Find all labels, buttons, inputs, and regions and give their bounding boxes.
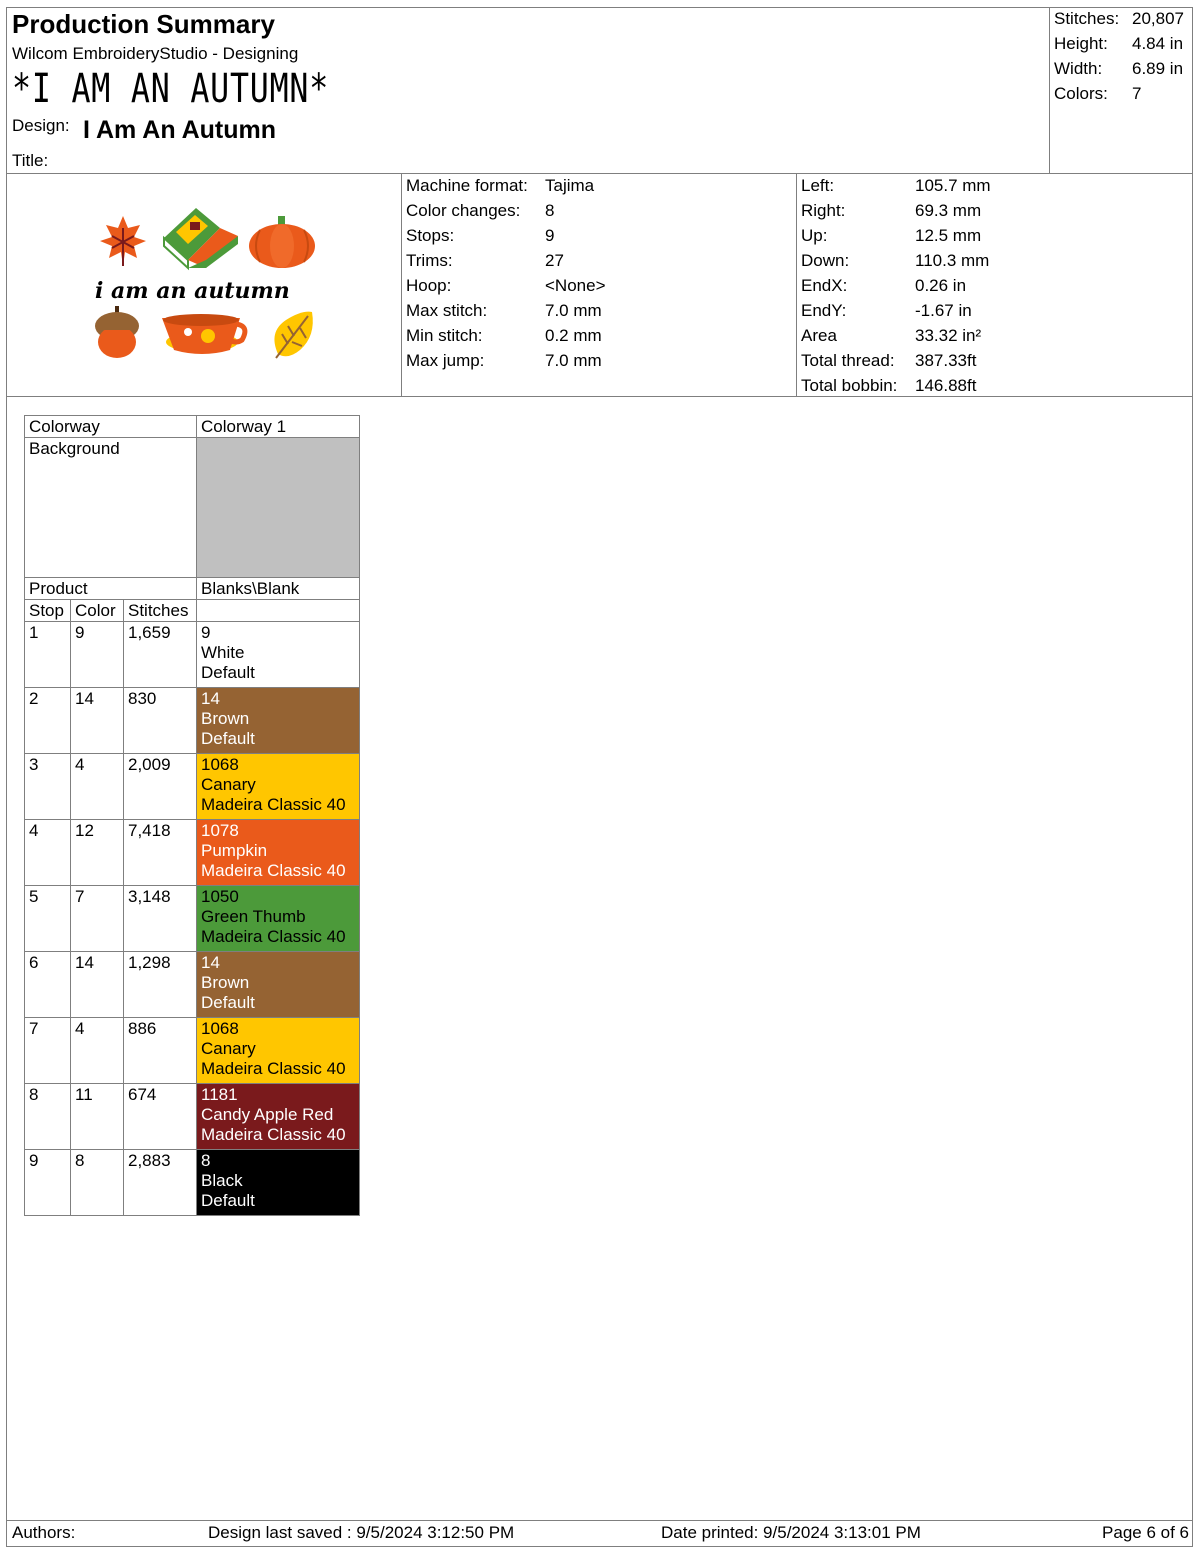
extent-field-label: Right: bbox=[801, 201, 846, 220]
thread-brand: Default bbox=[201, 1191, 255, 1210]
thread-stop: 9 bbox=[25, 1150, 71, 1216]
thread-row bbox=[25, 952, 360, 1018]
thread-swatch bbox=[197, 1018, 360, 1084]
books-icon bbox=[164, 208, 238, 268]
thread-row bbox=[25, 1084, 360, 1150]
machine-field-label: Color changes: bbox=[406, 201, 521, 220]
details-divider-1 bbox=[401, 174, 402, 397]
extent-field-value: 110.3 mm bbox=[915, 251, 990, 270]
thread-stitches: 830 bbox=[124, 688, 197, 754]
extent-field-label: Left: bbox=[801, 176, 835, 195]
software-name: Wilcom EmbroideryStudio - Designing bbox=[12, 44, 299, 63]
design-name-display: *I AM AN AUTUMN* bbox=[12, 66, 330, 112]
thread-color: 9 bbox=[71, 622, 124, 688]
thread-code: 8 bbox=[201, 1151, 211, 1170]
thread-swatch bbox=[197, 754, 360, 820]
stat-value: 4.84 in bbox=[1132, 34, 1184, 53]
thread-stop: 5 bbox=[25, 886, 71, 952]
thread-stitches: 3,148 bbox=[124, 886, 197, 952]
thread-swatch bbox=[197, 1084, 360, 1150]
thread-brand: Madeira Classic 40 bbox=[201, 861, 346, 880]
thread-row bbox=[25, 886, 360, 952]
design-preview bbox=[90, 208, 325, 368]
col-stitches-header: Stitches bbox=[124, 600, 197, 622]
thread-stop: 1 bbox=[25, 622, 71, 688]
thread-color: 11 bbox=[71, 1084, 124, 1150]
background-row bbox=[25, 438, 360, 578]
machine-field-value: Tajima bbox=[545, 176, 595, 195]
thread-color: 12 bbox=[71, 820, 124, 886]
thread-row bbox=[25, 622, 360, 688]
thread-brand: Default bbox=[201, 729, 255, 748]
machine-field-value: 8 bbox=[545, 201, 555, 220]
thread-name: Black bbox=[201, 1171, 243, 1190]
extent-field-label: EndY: bbox=[801, 301, 847, 320]
thread-stop: 6 bbox=[25, 952, 71, 1018]
machine-field-value: 0.2 mm bbox=[545, 326, 602, 345]
machine-field-value: 27 bbox=[545, 251, 564, 270]
thread-name: White bbox=[201, 643, 245, 662]
thread-brand: Madeira Classic 40 bbox=[201, 795, 346, 814]
thread-stitches: 7,418 bbox=[124, 820, 197, 886]
machine-field-value: 9 bbox=[545, 226, 555, 245]
preview-caption: i am an autumn bbox=[95, 278, 290, 304]
extent-field-label: Total thread: bbox=[801, 351, 895, 370]
thread-color: 14 bbox=[71, 952, 124, 1018]
pumpkin-icon bbox=[249, 216, 315, 268]
extent-field-value: 69.3 mm bbox=[915, 201, 982, 220]
extent-field-value: 0.26 in bbox=[915, 276, 967, 295]
extent-field-label: Total bobbin: bbox=[801, 376, 898, 395]
col-thread-header bbox=[197, 600, 360, 622]
product-row bbox=[25, 578, 360, 600]
extent-field-value: 12.5 mm bbox=[915, 226, 982, 245]
thread-name: Pumpkin bbox=[201, 841, 268, 860]
extent-field-value: 105.7 mm bbox=[915, 176, 991, 195]
thread-code: 1078 bbox=[201, 821, 239, 840]
footer-date-printed: Date printed: 9/5/2024 3:13:01 PM bbox=[661, 1523, 921, 1542]
thread-name: Canary bbox=[201, 775, 256, 794]
thread-brand: Madeira Classic 40 bbox=[201, 1059, 346, 1078]
stat-label: Colors: bbox=[1054, 84, 1108, 103]
thread-code: 1068 bbox=[201, 755, 239, 774]
thread-row bbox=[25, 1150, 360, 1216]
thread-stitches: 2,009 bbox=[124, 754, 197, 820]
thread-brand: Madeira Classic 40 bbox=[201, 1125, 346, 1144]
footer-last-saved: Design last saved : 9/5/2024 3:12:50 PM bbox=[208, 1523, 515, 1542]
stat-value: 20,807 bbox=[1132, 9, 1184, 28]
thread-color: 4 bbox=[71, 1018, 124, 1084]
machine-field-label: Min stitch: bbox=[406, 326, 483, 345]
stat-label: Width: bbox=[1054, 59, 1103, 78]
thread-color: 14 bbox=[71, 688, 124, 754]
thread-color: 8 bbox=[71, 1150, 124, 1216]
thread-code: 14 bbox=[201, 689, 220, 708]
extent-field-label: Area bbox=[801, 326, 837, 345]
thread-stitches: 674 bbox=[124, 1084, 197, 1150]
colorway-value: Colorway 1 bbox=[197, 416, 360, 438]
thread-code: 1068 bbox=[201, 1019, 239, 1038]
thread-stitches: 1,659 bbox=[124, 622, 197, 688]
thread-row bbox=[25, 1018, 360, 1084]
thread-brand: Default bbox=[201, 993, 255, 1012]
details-divider-2 bbox=[796, 174, 797, 397]
stat-value: 6.89 in bbox=[1132, 59, 1184, 78]
thread-color: 7 bbox=[71, 886, 124, 952]
page-title: Production Summary bbox=[12, 9, 275, 39]
thread-stop: 2 bbox=[25, 688, 71, 754]
thread-row bbox=[25, 754, 360, 820]
thread-stop: 8 bbox=[25, 1084, 71, 1150]
thread-swatch bbox=[197, 952, 360, 1018]
acorn-icon bbox=[95, 306, 139, 358]
machine-field-value: <None> bbox=[545, 276, 606, 295]
extent-field-label: Down: bbox=[801, 251, 850, 270]
background-swatch bbox=[197, 438, 360, 578]
machine-field-label: Stops: bbox=[406, 226, 455, 245]
thread-code: 9 bbox=[201, 623, 211, 642]
thread-stop: 7 bbox=[25, 1018, 71, 1084]
col-color-header: Color bbox=[71, 600, 124, 622]
product-label: Product bbox=[25, 578, 197, 600]
machine-field-label: Max stitch: bbox=[406, 301, 488, 320]
thread-swatch bbox=[197, 820, 360, 886]
thread-name: Brown bbox=[201, 709, 250, 728]
footer-authors: Authors: bbox=[12, 1523, 76, 1542]
machine-field-label: Machine format: bbox=[406, 176, 528, 195]
thread-stitches: 886 bbox=[124, 1018, 197, 1084]
thread-row bbox=[25, 820, 360, 886]
thread-brand: Default bbox=[201, 663, 255, 682]
thread-brand: Madeira Classic 40 bbox=[201, 927, 346, 946]
teacup-icon bbox=[162, 314, 245, 354]
thread-stop: 3 bbox=[25, 754, 71, 820]
thread-stitches: 2,883 bbox=[124, 1150, 197, 1216]
extent-field-value: -1.67 in bbox=[915, 301, 972, 320]
thread-stitches: 1,298 bbox=[124, 952, 197, 1018]
stat-value: 7 bbox=[1132, 84, 1142, 103]
footer-divider bbox=[7, 1520, 1193, 1521]
extent-field-label: EndX: bbox=[801, 276, 848, 295]
header-divider bbox=[7, 173, 1193, 174]
maple-leaf-icon bbox=[100, 216, 146, 266]
thread-name: Green Thumb bbox=[201, 907, 306, 926]
thread-name: Brown bbox=[201, 973, 250, 992]
column-header-row bbox=[25, 600, 360, 622]
extent-field-label: Up: bbox=[801, 226, 828, 245]
machine-field-label: Max jump: bbox=[406, 351, 485, 370]
product-value: Blanks\Blank bbox=[197, 578, 360, 600]
colorway-header-row bbox=[25, 416, 360, 438]
thread-stop: 4 bbox=[25, 820, 71, 886]
thread-name: Canary bbox=[201, 1039, 256, 1058]
background-label: Background bbox=[25, 438, 197, 578]
machine-field-label: Trims: bbox=[406, 251, 453, 270]
stats-divider bbox=[1049, 8, 1050, 174]
machine-field-value: 7.0 mm bbox=[545, 351, 602, 370]
thread-code: 1181 bbox=[201, 1085, 238, 1104]
extent-field-value: 387.33ft bbox=[915, 351, 977, 370]
leaf-icon bbox=[274, 312, 312, 358]
design-label: Design: bbox=[12, 116, 70, 135]
stat-label: Height: bbox=[1054, 34, 1108, 53]
thread-code: 1050 bbox=[201, 887, 239, 906]
thread-color: 4 bbox=[71, 754, 124, 820]
thread-code: 14 bbox=[201, 953, 220, 972]
title-label: Title: bbox=[12, 151, 49, 170]
footer-page-number: Page 6 of 6 bbox=[1102, 1523, 1189, 1542]
machine-field-label: Hoop: bbox=[406, 276, 452, 295]
colorway-table bbox=[24, 415, 360, 1216]
thread-row bbox=[25, 688, 360, 754]
thread-swatch bbox=[197, 688, 360, 754]
colorway-label: Colorway bbox=[25, 416, 197, 438]
col-stop-header: Stop bbox=[25, 600, 71, 622]
stat-label: Stitches: bbox=[1054, 9, 1120, 28]
extent-field-value: 33.32 in² bbox=[915, 326, 982, 345]
extent-field-value: 146.88ft bbox=[915, 376, 977, 395]
design-preview-art bbox=[90, 208, 325, 368]
machine-field-value: 7.0 mm bbox=[545, 301, 602, 320]
thread-name: Candy Apple Red bbox=[201, 1105, 334, 1124]
thread-swatch bbox=[197, 886, 360, 952]
thread-swatch bbox=[197, 622, 360, 688]
details-bottom-divider bbox=[7, 396, 1193, 397]
thread-swatch bbox=[197, 1150, 360, 1216]
design-value: I Am An Autumn bbox=[83, 116, 277, 144]
